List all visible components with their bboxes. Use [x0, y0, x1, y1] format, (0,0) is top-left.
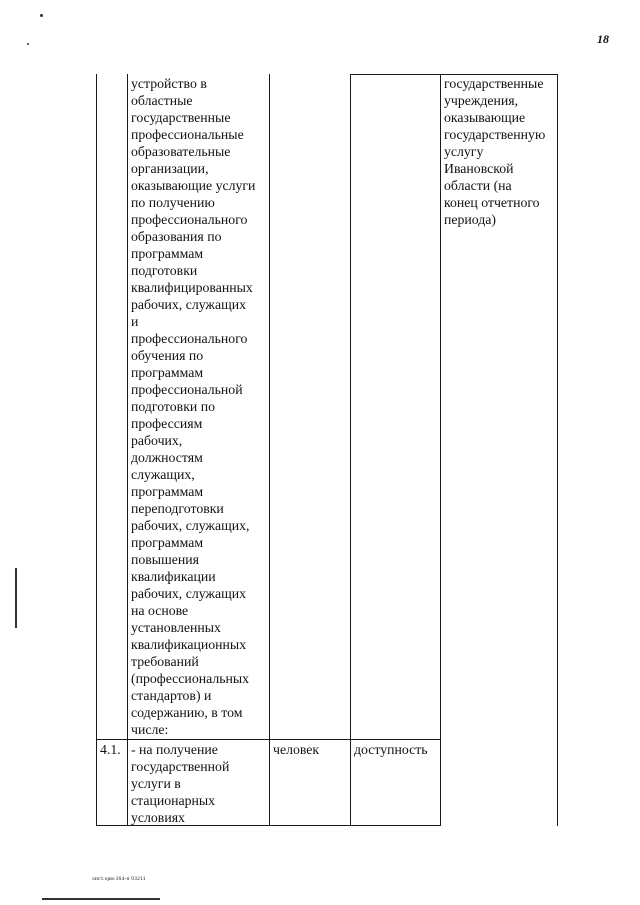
- scan-dot: [27, 43, 29, 45]
- scan-dot: [40, 14, 43, 17]
- row-unit: человек: [273, 742, 320, 757]
- continued-row-description: устройство в областные государственные профессиональные образовательные организации, оказывающие услуги по получению профессионального образования по программам подготовки квалифицированных рабочих, служащих и профессионального обучения по программам профессиональной подготовки по профессиям рабочих, должностям служащих, программам переподготовки рабочих, служащих, программам повышения квалификации рабочих, служащих на основе установленных квалификационных требований (профессиональных стандартов) и содержанию, в том числе:: [131, 76, 256, 737]
- col-line-description: [269, 74, 270, 826]
- scan-mark-left: [15, 568, 17, 628]
- scan-bottom-line: [42, 898, 160, 900]
- col-line-left: [96, 74, 97, 826]
- footer-code: лист.хрм.164-п 93211: [92, 876, 146, 882]
- continued-row-note: государственные учреждения, оказывающие государственную услугу Ивановской области (на конец отчетного периода): [444, 76, 546, 227]
- row-number: 4.1.: [100, 742, 121, 757]
- col-line-criterion: [440, 74, 441, 826]
- page-number: 18: [597, 32, 609, 46]
- row-description: - на получение государственной услуги в стационарных условиях: [131, 742, 230, 825]
- col-line-right: [557, 74, 558, 826]
- row-divider: [96, 739, 441, 740]
- row-criterion: доступность: [354, 742, 428, 757]
- col-line-unit: [350, 74, 351, 826]
- col-line-number: [127, 74, 128, 826]
